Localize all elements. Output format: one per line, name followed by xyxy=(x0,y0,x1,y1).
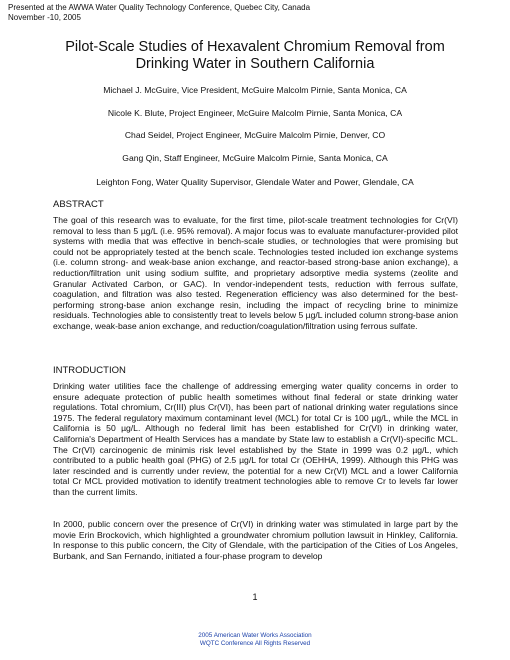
footer-line-2: WQTC Conference All Rights Reserved xyxy=(199,639,311,647)
author-2: Nicole K. Blute, Project Engineer, McGuire Malcolm Pirnie, Santa Monica, CA xyxy=(107,108,403,118)
footer-line-1: 2005 American Water Works Association xyxy=(198,632,312,639)
title-line-1: Pilot-Scale Studies of Hexavalent Chromium Removal from xyxy=(65,39,445,55)
introduction-heading: INTRODUCTION xyxy=(53,365,126,376)
author-5: Leighton Fong, Water Quality Supervisor, Glendale Water and Power, Glendale, CA xyxy=(96,177,414,187)
introduction-paragraph-2: In 2000, public concern over the presence of Cr(VI) in drinking water was stimulated in large part by the movie Erin Brockovich, which highlighted a groundwater chromium pollution lawsuit in Hinkley, California. In response to this public concern, the City of Glendale, with the participation of the Cities of Los Angeles, Burbank, and San Fernando, initiated a four-phase program to develop xyxy=(53,519,458,561)
abstract-heading: ABSTRACT xyxy=(53,199,104,210)
header-line-1: Presented at the AWWA Water Quality Technology Conference, Quebec City, Canada xyxy=(8,3,311,12)
copyright-footer xyxy=(0,632,510,647)
abstract-text: The goal of this research was to evaluate, for the first time, pilot-scale treatment technologies for Cr(VI) removal to less than 5 µg/L (i.e. 95% removal). A major focus was to evaluate manufacturer-provided pilot systems with media that was effective in bench-scale studies, or technologies that were promising but could not be appropriately tested at the bench scale. Technologies tested included ion exchange systems (i.e. column strong- and weak-base anion exchange, and reactor-based strong-base anion exchange), a reduction/filtration unit using sodium sulfite, and proprietary adsorptive media systems (zeolite and Granular Activated Carbon, or GAC). In vendor-independent tests, reduction with ferrous sulfate, coagulation, and filtration was also tested. Regeneration efficiency was also determined for the best-performing strong-base anion exchange resin, including the impact of recycling brine to minimize residuals. Technologies able to consistently treat to levels below 5 µg/L included column strong-base anion exchange, weak-base anion exchange, and reduction/coagulation/filtration using ferrous sulfate. xyxy=(53,215,458,331)
header-line-2: November -10, 2005 xyxy=(8,13,81,22)
paper-title xyxy=(0,39,510,73)
author-3: Chad Seidel, Project Engineer, McGuire Malcolm Pirnie, Denver, CO xyxy=(124,130,386,140)
author-1: Michael J. McGuire, Vice President, McGuire Malcolm Pirnie, Santa Monica, CA xyxy=(103,85,407,95)
page-number: 1 xyxy=(252,592,258,602)
conference-header xyxy=(8,3,310,23)
introduction-paragraph-1: Drinking water utilities face the challenge of addressing emerging water quality concerns in order to ensure adequate protection of public health sometimes without final federal or state drinking water regulations. Total chromium, Cr(III) plus Cr(VI), has been part of national drinking water regulations since 1975. The federal regulatory maximum contaminant level (MCL) for total Cr is 100 µg/L, while the MCL in California is 50 µg/L. Although no federal limit has been established for Cr(VI) in drinking water, California's Department of Health Services has a mandate by State law to establish a Cr(VI)-specific MCL. The Cr(VI) carcinogenic de minimis risk level established by the State in 1999 was 0.2 µg/L, which contributed to a public health goal (PHG) of 2.5 µg/L for total Cr (OEHHA, 1999). Although this PHG was later rescinded and is currently under review, the potential for a new Cr(VI) MCL and a lower California total Cr MCL provided motivation to identify treatment technologies able to remove Cr to levels far lower than the current limits. xyxy=(53,381,458,497)
author-4: Gang Qin, Staff Engineer, McGuire Malcolm Pirnie, Santa Monica, CA xyxy=(122,153,388,163)
title-line-2: Drinking Water in Southern California xyxy=(135,56,375,72)
